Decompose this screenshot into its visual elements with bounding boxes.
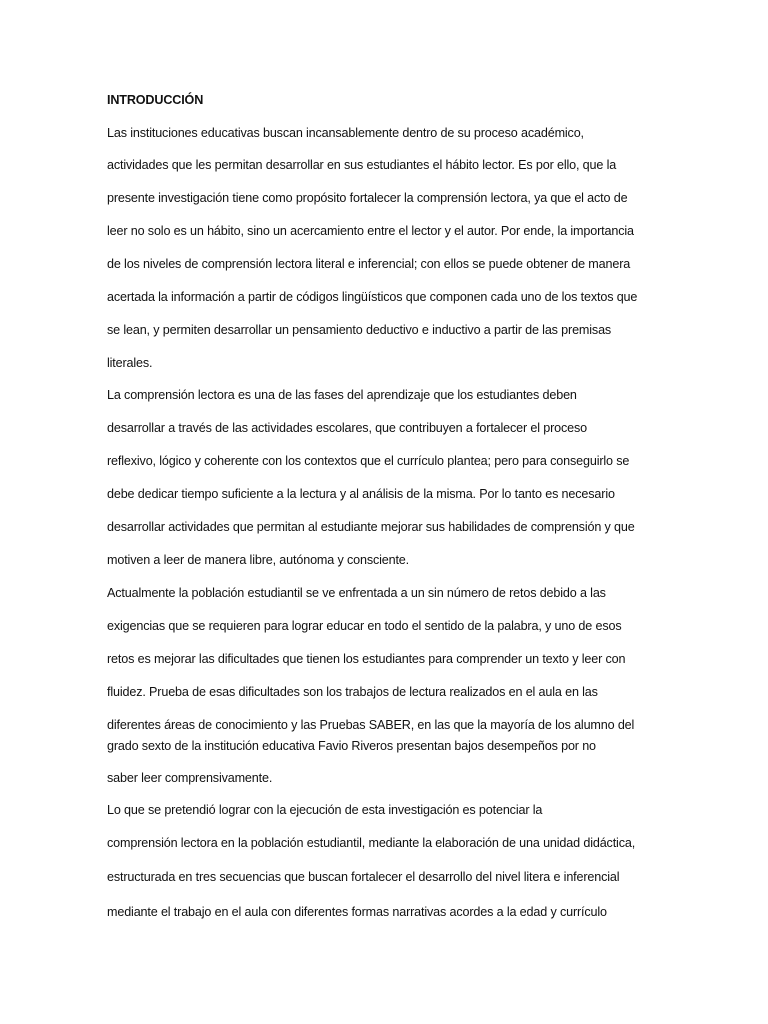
text-line: comprensión lectora en la población estudiantil, mediante la elaboración de una unidad didáctica, xyxy=(107,836,636,850)
text-line: leer no solo es un hábito, sino un acercamiento entre el lector y el autor. Por ende, la importancia xyxy=(107,224,634,238)
text-line: presente investigación tiene como propósito fortalecer la comprensión lectora, ya que el acto de xyxy=(107,191,628,205)
text-line: retos es mejorar las dificultades que tienen los estudiantes para comprender un texto y leer con xyxy=(107,652,626,666)
text-line: La comprensión lectora es una de las fases del aprendizaje que los estudiantes deben xyxy=(107,388,577,402)
text-line: reflexivo, lógico y coherente con los contextos que el currículo plantea; pero para conseguirlo se xyxy=(107,454,630,468)
text-line: saber leer comprensivamente. xyxy=(107,771,273,785)
text-line: fluidez. Prueba de esas dificultades son los trabajos de lectura realizados en el aula en las xyxy=(107,685,598,699)
text-line: estructurada en tres secuencias que buscan fortalecer el desarrollo del nivel litera e inferencial xyxy=(107,870,620,884)
text-line: desarrollar actividades que permitan al estudiante mejorar sus habilidades de comprensión y que xyxy=(107,520,635,534)
text-line: de los niveles de comprensión lectora literal e inferencial; con ellos se puede obtener de manera xyxy=(107,257,631,271)
text-line: exigencias que se requieren para lograr educar en todo el sentido de la palabra, y uno de esos xyxy=(107,619,622,633)
text-line: motiven a leer de manera libre, autónoma y consciente. xyxy=(107,553,410,567)
text-line: desarrollar a través de las actividades escolares, que contribuyen a fortalecer el proceso xyxy=(107,421,588,435)
text-line: diferentes áreas de conocimiento y las Pruebas SABER, en las que la mayoría de los alumno del xyxy=(107,718,635,732)
text-line: acertada la información a partir de códigos lingüísticos que componen cada uno de los textos que xyxy=(107,290,638,304)
text-line: Actualmente la población estudiantil se ve enfrentada a un sin número de retos debido a las xyxy=(107,586,606,600)
text-line: grado sexto de la institución educativa Favio Riveros presentan bajos desempeños por no xyxy=(107,739,596,753)
text-line: actividades que les permitan desarrollar en sus estudiantes el hábito lector. Es por ello, que la xyxy=(107,158,617,172)
text-line: se lean, y permiten desarrollar un pensamiento deductivo e inductivo a partir de las premisas xyxy=(107,323,612,337)
text-line: Lo que se pretendió lograr con la ejecución de esta investigación es potenciar la xyxy=(107,803,543,817)
document-heading: INTRODUCCIÓN xyxy=(107,93,204,107)
text-line: debe dedicar tiempo suficiente a la lectura y al análisis de la misma. Por lo tanto es necesario xyxy=(107,487,615,501)
text-line: Las instituciones educativas buscan incansablemente dentro de su proceso académico, xyxy=(107,126,584,140)
text-line: mediante el trabajo en el aula con diferentes formas narrativas acordes a la edad y currículo xyxy=(107,905,607,919)
text-line: literales. xyxy=(107,356,153,370)
